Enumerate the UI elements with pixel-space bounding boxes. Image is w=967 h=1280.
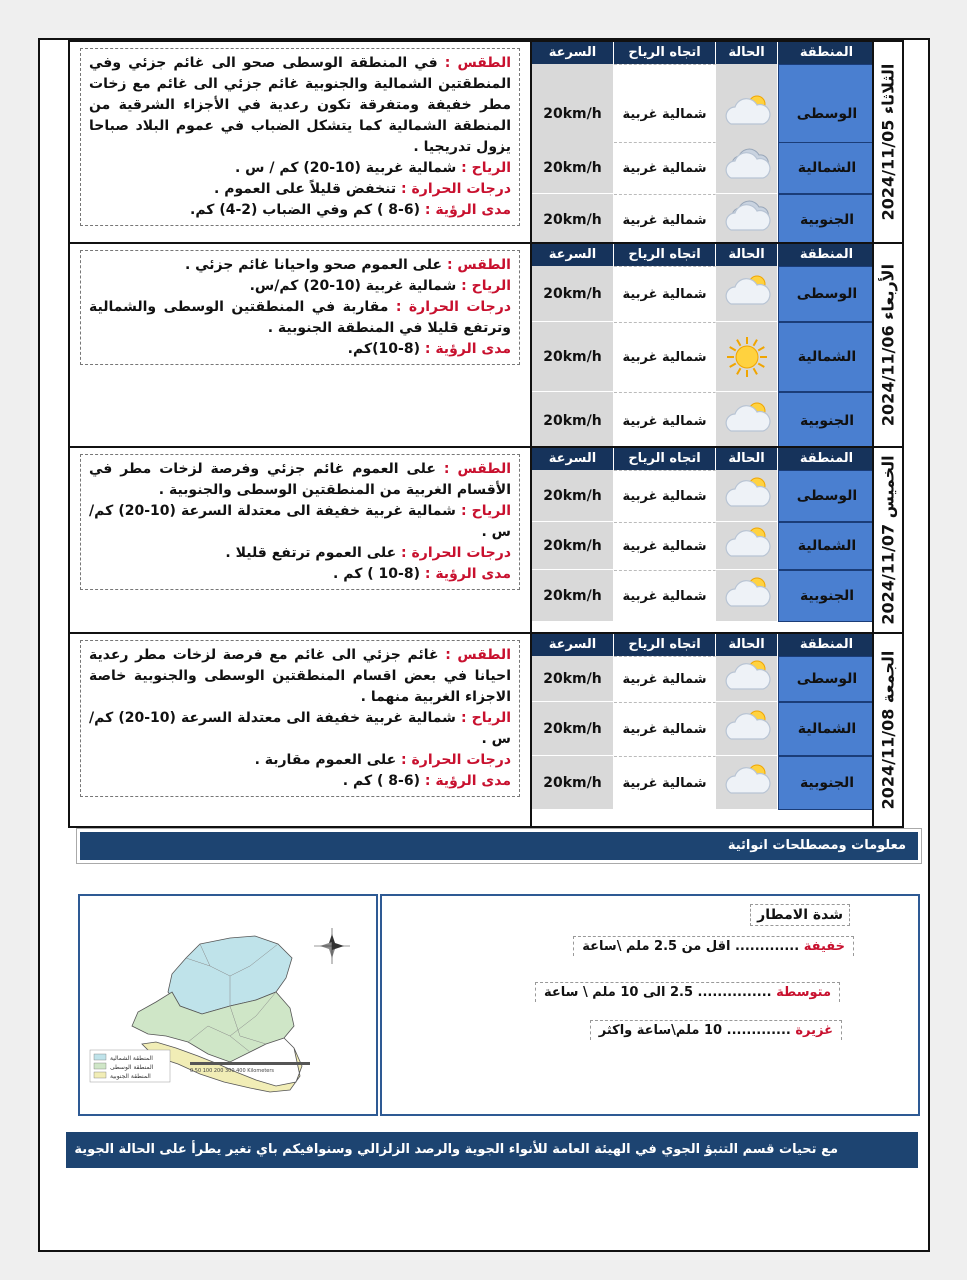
rain-panel xyxy=(380,894,920,1116)
forecast-text-column xyxy=(70,42,532,242)
state-cell xyxy=(716,702,778,756)
info-banner xyxy=(80,832,918,860)
header-direction: اتجاه الرياح xyxy=(614,448,716,470)
temps-text: على العموم ترتفع قليلا . xyxy=(225,545,397,561)
region-grid xyxy=(532,42,876,242)
footer-text: مع تحيات قسم التنبؤ الجوي في الهيئة العامة للأنواء الجوية والرصد الزلزالي وسنوافيكم باي تغير يطرأ على الحالة الجوية xyxy=(74,1142,838,1157)
header-region: المنطقة xyxy=(778,244,876,266)
region-cell: الوسطى xyxy=(778,656,876,702)
speed-cell: 20km/h xyxy=(532,64,614,164)
weather-line xyxy=(89,53,511,158)
header-region: المنطقة xyxy=(778,448,876,470)
weather-label: الطقس : xyxy=(446,257,511,273)
region-cell: الشمالية xyxy=(778,142,876,194)
partly-cloudy-icon xyxy=(721,655,773,703)
day-date: الجمعة 2024/11/08 xyxy=(878,650,898,810)
date-column xyxy=(872,634,902,826)
header-speed: السرعة xyxy=(532,448,614,470)
scale-bar xyxy=(190,1062,310,1065)
region-cell: الجنوبية xyxy=(778,392,876,450)
winds-line xyxy=(89,158,511,179)
rain-item xyxy=(590,1020,842,1040)
day-block xyxy=(68,446,904,634)
day-block xyxy=(68,40,904,244)
weather-text: على العموم غائم جزئي وفرصة لزخات مطر في الأقسام الغربية من المنطقتين الوسطى والجنوبية . xyxy=(89,461,511,498)
winds-text: شمالية غربية (10-20) كم/س. xyxy=(249,278,457,294)
rain-item-label: خفيفة xyxy=(803,939,845,954)
weather-line xyxy=(89,459,511,501)
date-column xyxy=(872,448,902,632)
visibility-text: (6-8 ) كم . xyxy=(342,773,420,789)
direction-cell: شمالية غربية xyxy=(614,322,716,392)
weather-text: غائم جزئي الى غائم مع فرصة لزخات مطر رعدية احيانا في بعض اقسام المنطقتين الوسطى والجنوبية خاصة الاجزاء الغربية منهما . xyxy=(89,647,511,705)
region-cell: الجنوبية xyxy=(778,756,876,810)
winds-line xyxy=(89,708,511,750)
visibility-line xyxy=(89,339,511,360)
legend-south: المنطقة الجنوبية xyxy=(110,1073,151,1080)
weather-line xyxy=(89,645,511,708)
temps-line xyxy=(89,179,511,200)
weather-label: الطقس : xyxy=(443,461,511,477)
winds-line xyxy=(89,501,511,543)
region-grid xyxy=(532,634,876,826)
compass-icon xyxy=(314,928,350,964)
region-cell: الشمالية xyxy=(778,522,876,570)
visibility-text: (8-10)كم. xyxy=(347,341,420,357)
header-state: الحالة xyxy=(716,244,778,266)
direction-cell: شمالية غربية xyxy=(614,392,716,450)
rain-item-text: ............. 10 ملم\ساعة واكثر xyxy=(598,1023,791,1038)
header-speed: السرعة xyxy=(532,634,614,656)
speed-cell: 20km/h xyxy=(532,756,614,810)
rain-title: شدة الامطار xyxy=(750,904,850,926)
state-cell xyxy=(716,266,778,322)
day-date: الأربعاء 2024/11/06 xyxy=(878,263,898,427)
direction-cell: شمالية غربية xyxy=(614,702,716,756)
day-block xyxy=(68,632,904,828)
state-cell xyxy=(716,522,778,570)
rain-item xyxy=(573,936,854,956)
bulletin-page xyxy=(38,38,930,1252)
weather-label: الطقس : xyxy=(444,55,511,71)
day-date: الخميس 2024/11/07 xyxy=(878,455,898,625)
header-speed: السرعة xyxy=(532,244,614,266)
visibility-label: مدى الرؤية : xyxy=(424,202,511,218)
info-title: معلومات ومصطلحات انوائية xyxy=(727,838,906,853)
rain-cloud-icon xyxy=(721,144,773,192)
state-cell xyxy=(716,756,778,810)
forecast-text-column xyxy=(70,634,532,826)
weather-label: الطقس : xyxy=(445,647,511,663)
direction-cell: شمالية غربية xyxy=(614,64,716,164)
legend-north: المنطقة الشمالية xyxy=(110,1055,153,1062)
direction-cell: شمالية غربية xyxy=(614,266,716,322)
region-cell: الوسطى xyxy=(778,64,876,164)
rain-item-label: غزيرة xyxy=(795,1023,833,1038)
speed-cell: 20km/h xyxy=(532,570,614,622)
state-cell xyxy=(716,194,778,246)
visibility-label: مدى الرؤية : xyxy=(424,773,511,789)
partly-cloudy-icon xyxy=(721,572,773,620)
state-cell xyxy=(716,656,778,702)
header-direction: اتجاه الرياح xyxy=(614,42,716,64)
partly-cloudy-icon xyxy=(721,522,773,570)
partly-cloudy-icon xyxy=(721,472,773,520)
legend-center: المنطقة الوسطى xyxy=(110,1064,154,1071)
header-region: المنطقة xyxy=(778,42,876,64)
partly-cloudy-icon xyxy=(721,759,773,807)
rain-item-text: ............. اقل من 2.5 ملم \ساعة xyxy=(582,939,800,954)
speed-cell: 20km/h xyxy=(532,322,614,392)
temps-label: درجات الحرارة : xyxy=(395,299,512,315)
speed-cell: 20km/h xyxy=(532,194,614,246)
map-panel xyxy=(78,894,378,1116)
winds-label: الرياح : xyxy=(460,503,512,519)
temps-line xyxy=(89,543,511,564)
speed-cell: 20km/h xyxy=(532,702,614,756)
state-cell xyxy=(716,570,778,622)
winds-label: الرياح : xyxy=(461,160,511,176)
header-speed: السرعة xyxy=(532,42,614,64)
speed-cell: 20km/h xyxy=(532,522,614,570)
direction-cell: شمالية غربية xyxy=(614,756,716,810)
state-cell xyxy=(716,142,778,194)
temps-line xyxy=(89,297,511,339)
temps-label: درجات الحرارة : xyxy=(401,181,511,197)
winds-line xyxy=(89,276,511,297)
direction-cell: شمالية غربية xyxy=(614,522,716,570)
region-cell: الشمالية xyxy=(778,702,876,756)
speed-cell: 20km/h xyxy=(532,266,614,322)
day-date: الثلاثاء 2024/11/05 xyxy=(878,63,898,221)
visibility-line xyxy=(89,200,511,221)
scale-label: 0 50 100 200 300 400 Kilometers xyxy=(190,1068,275,1074)
date-column xyxy=(872,42,902,242)
state-cell xyxy=(716,470,778,522)
winds-text: شمالية غربية خفيفة الى معتدلة السرعة (10-20) كم/س . xyxy=(89,710,511,747)
forecast-text xyxy=(80,250,520,365)
header-state: الحالة xyxy=(716,634,778,656)
rain-item-text: ............... 2.5 الى 10 ملم \ ساعة xyxy=(544,985,772,1000)
state-cell xyxy=(716,322,778,392)
date-column xyxy=(872,244,902,446)
partly-cloudy-icon xyxy=(721,705,773,753)
region-cell: الجنوبية xyxy=(778,194,876,246)
region-grid xyxy=(532,244,876,446)
rain-item xyxy=(535,982,840,1002)
forecast-text-column xyxy=(70,448,532,632)
rain-item-label: متوسطة xyxy=(776,985,831,1000)
visibility-label: مدى الرؤية : xyxy=(424,566,511,582)
temps-line xyxy=(89,750,511,771)
temps-text: مقاربة في المنطقتين الوسطى والشمالية وترتفع قليلا في المنطقة الجنوبية . xyxy=(89,299,511,336)
direction-cell: شمالية غربية xyxy=(614,194,716,246)
speed-cell: 20km/h xyxy=(532,142,614,194)
forecast-text xyxy=(80,640,520,797)
rain-cloud-icon xyxy=(721,196,773,244)
temps-text: تنخفض قليلاً على العموم . xyxy=(214,181,397,197)
temps-label: درجات الحرارة : xyxy=(401,545,511,561)
weather-text: على العموم صحو واحيانا غائم جزئي . xyxy=(184,257,443,273)
temps-text: على العموم مقاربة . xyxy=(254,752,397,768)
temps-label: درجات الحرارة : xyxy=(401,752,511,768)
footer-banner xyxy=(66,1132,918,1168)
partly-cloudy-icon xyxy=(721,270,773,318)
header-direction: اتجاه الرياح xyxy=(614,244,716,266)
winds-label: الرياح : xyxy=(461,278,511,294)
visibility-text: (8-10 ) كم . xyxy=(333,566,420,582)
winds-label: الرياح : xyxy=(460,710,512,726)
speed-cell: 20km/h xyxy=(532,470,614,522)
direction-cell: شمالية غربية xyxy=(614,656,716,702)
forecast-text-column xyxy=(70,244,532,446)
partly-cloudy-icon xyxy=(721,397,773,445)
day-block xyxy=(68,242,904,448)
direction-cell: شمالية غربية xyxy=(614,470,716,522)
winds-text: شمالية غربية (10-20) كم / س . xyxy=(234,160,457,176)
header-direction: اتجاه الرياح xyxy=(614,634,716,656)
winds-text: شمالية غربية خفيفة الى معتدلة السرعة (10-20) كم/س . xyxy=(89,503,511,540)
visibility-line xyxy=(89,564,511,585)
region-cell: الوسطى xyxy=(778,266,876,322)
forecast-text xyxy=(80,48,520,226)
region-cell: الجنوبية xyxy=(778,570,876,622)
sun-icon xyxy=(721,333,773,381)
speed-cell: 20km/h xyxy=(532,656,614,702)
weather-line xyxy=(89,255,511,276)
header-state: الحالة xyxy=(716,42,778,64)
region-grid xyxy=(532,448,876,632)
state-cell xyxy=(716,392,778,450)
direction-cell: شمالية غربية xyxy=(614,142,716,194)
forecast-text xyxy=(80,454,520,590)
header-region: المنطقة xyxy=(778,634,876,656)
region-cell: الشمالية xyxy=(778,322,876,392)
partly-cloudy-icon xyxy=(721,90,773,138)
weather-text: في المنطقة الوسطى صحو الى غائم جزئي وفي المنطقتين الشمالية والجنوبية غائم جزئي الى غائم مع زخات مطر خفيفة ومتفرقة تكون رعدية في الأجزاء الشرقية من المنطقة الشمالية كما يتشكل الضباب في عموم البلاد صباحا يزول تدريجيا . xyxy=(89,55,511,155)
iraq-map xyxy=(80,896,376,1114)
speed-cell: 20km/h xyxy=(532,392,614,450)
visibility-line xyxy=(89,771,511,792)
region-cell: الوسطى xyxy=(778,470,876,522)
direction-cell: شمالية غربية xyxy=(614,570,716,622)
visibility-label: مدى الرؤية : xyxy=(424,341,511,357)
header-state: الحالة xyxy=(716,448,778,470)
visibility-text: (6-8 ) كم وفي الضباب (2-4) كم. xyxy=(190,202,420,218)
